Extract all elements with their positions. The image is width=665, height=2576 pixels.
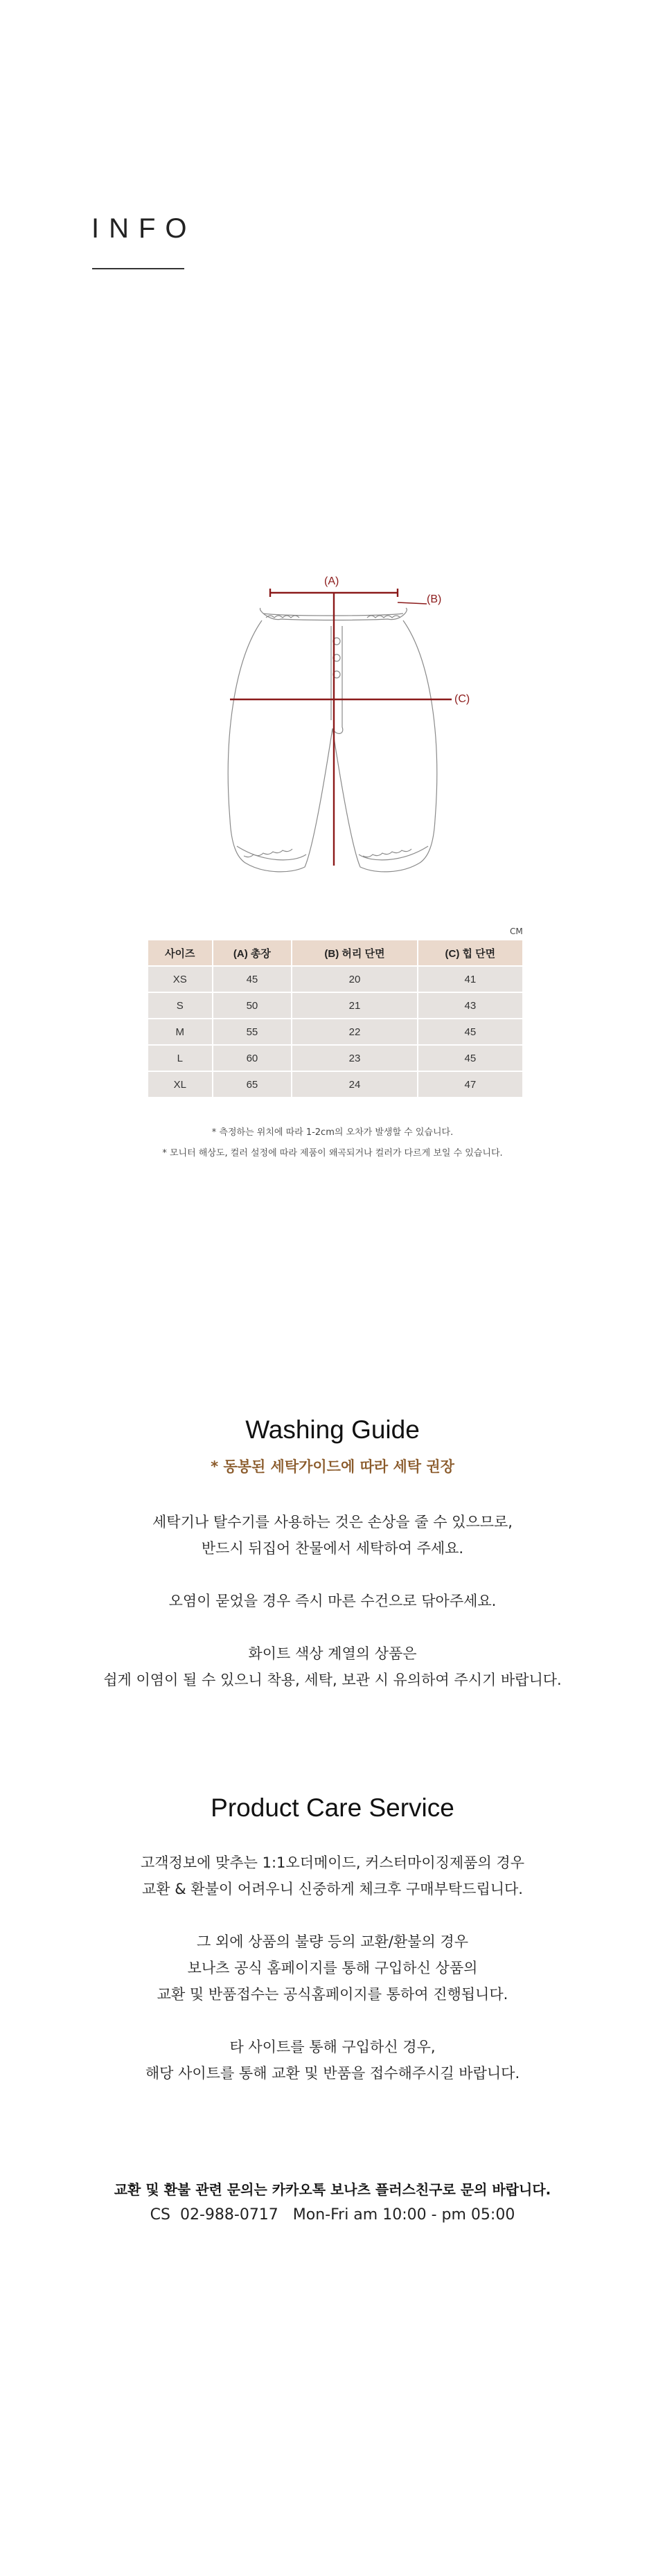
care-line: 교환 및 반품접수는 공식홈페이지를 통하여 진행됩니다. <box>157 1986 508 2003</box>
size-header-waist: (B) 허리 단면 <box>292 940 416 965</box>
contact-notice: 교환 및 환불 관련 문의는 카카오톡 보나츠 플러스친구로 문의 바랍니다. <box>114 2181 551 2198</box>
hip-cell: 41 <box>418 967 522 992</box>
length-cell: 50 <box>213 993 292 1018</box>
table-row <box>148 1072 522 1097</box>
table-row <box>148 1019 522 1044</box>
waist-cell: 22 <box>292 1019 416 1044</box>
size-cell: XL <box>148 1072 212 1097</box>
info-title: INFO <box>91 213 197 244</box>
length-cell: 45 <box>213 967 292 992</box>
hip-cell: 45 <box>418 1019 522 1044</box>
washing-line: 반드시 뒤집어 찬물에서 세탁하여 주세요. <box>201 1540 464 1557</box>
label-c: (C) <box>454 693 470 705</box>
product-care-title: Product Care Service <box>211 1794 454 1822</box>
washing-line: 쉽게 이염이 될 수 있으니 착용, 세탁, 보관 시 유의하여 주시기 바랍니다. <box>103 1672 562 1688</box>
size-header-length: (A) 총장 <box>213 940 292 965</box>
size-table <box>147 939 524 1098</box>
care-line: 보나츠 공식 홈페이지를 통해 구입하신 상품의 <box>187 1960 478 1976</box>
size-header-hip: (C) 힙 단면 <box>418 940 522 965</box>
care-line: 그 외에 상품의 불량 등의 교환/환불의 경우 <box>197 1933 468 1950</box>
washing-line: 세탁기나 탈수기를 사용하는 것은 손상을 줄 수 있으므로, <box>152 1514 513 1530</box>
size-table-header-row <box>148 940 522 965</box>
hip-cell: 43 <box>418 993 522 1018</box>
contact-info: CS 02-988-0717 Mon-Fri am 10:00 - pm 05:00 <box>150 2206 515 2224</box>
waist-cell: 24 <box>292 1072 416 1097</box>
care-line: 해당 사이트를 통해 교환 및 반품을 접수해주시길 바랍니다. <box>145 2065 520 2082</box>
pants-illustration <box>228 608 436 872</box>
measurement-lines <box>230 589 452 866</box>
washing-guide-subtitle: * 동봉된 세탁가이드에 따라 세탁 권장 <box>211 1458 454 1475</box>
waist-cell: 23 <box>292 1046 416 1071</box>
washing-line: 화이트 색상 계열의 상품은 <box>248 1645 417 1662</box>
hip-cell: 45 <box>418 1046 522 1071</box>
size-unit-label: CM <box>510 927 523 936</box>
pants-measurement-diagram <box>194 554 471 900</box>
table-row <box>148 1046 522 1071</box>
size-cell: XS <box>148 967 212 992</box>
size-header-size: 사이즈 <box>148 940 212 965</box>
care-line: 타 사이트를 통해 구입하신 경우, <box>229 2039 436 2055</box>
waist-cell: 21 <box>292 993 416 1018</box>
label-a: (A) <box>324 575 339 587</box>
washing-line: 오염이 묻었을 경우 즉시 마른 수건으로 닦아주세요. <box>168 1593 497 1609</box>
waist-pointer <box>398 602 427 604</box>
size-cell: S <box>148 993 212 1018</box>
measurement-note: * 측정하는 위치에 따라 1-2cm의 오차가 발생할 수 있습니다. <box>211 1127 454 1138</box>
length-cell: 55 <box>213 1019 292 1044</box>
table-row <box>148 993 522 1018</box>
hip-cell: 47 <box>418 1072 522 1097</box>
waist-cell: 20 <box>292 967 416 992</box>
washing-guide-title: Washing Guide <box>245 1415 420 1444</box>
size-cell: L <box>148 1046 212 1071</box>
table-row <box>148 967 522 992</box>
size-cell: M <box>148 1019 212 1044</box>
color-note: * 모니터 해상도, 컬러 설정에 따라 제품이 왜곡되거나 컬러가 다르게 보일 수 있습니다. <box>162 1148 503 1159</box>
care-line: 교환 & 환불이 어려우니 신중하게 체크후 구매부탁드립니다. <box>142 1881 523 1897</box>
length-cell: 65 <box>213 1072 292 1097</box>
title-underline <box>92 268 184 269</box>
care-line: 고객정보에 맞추는 1:1오더메이드, 커스터마이징제품의 경우 <box>140 1854 525 1871</box>
length-cell: 60 <box>213 1046 292 1071</box>
label-b: (B) <box>427 593 442 605</box>
